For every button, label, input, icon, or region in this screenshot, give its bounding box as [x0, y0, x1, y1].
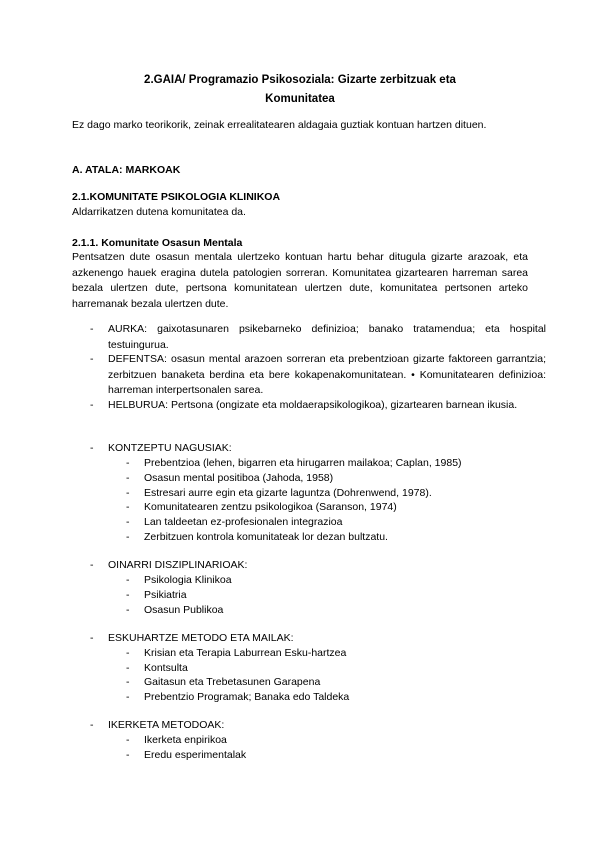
bullet-dash: - — [126, 487, 130, 499]
bullet-dash: - — [126, 647, 130, 659]
list-item-text: Psikologia Klinikoa — [144, 574, 232, 586]
bullet-dash: - — [126, 472, 130, 484]
point-text: HELBURUA: Pertsona (ongizate eta moldaerapsikologikoa), gizartearen barnean ikusia. — [108, 399, 518, 411]
bullet-dash: - — [126, 749, 130, 761]
bullet-dash: - — [126, 662, 130, 674]
list-item-text: Ikerketa enpirikoa — [144, 734, 227, 746]
list-item-text: Eredu esperimentalak — [144, 749, 247, 761]
bullet-dash: - — [126, 734, 130, 746]
bullet-dash: - — [126, 501, 130, 513]
list-item-text: Krisian eta Terapia Laburrean Esku-hartzea — [144, 647, 347, 659]
bullet-dash: - — [90, 323, 94, 335]
list-item-text: Lan taldeetan ez-profesionalen integrazioa — [144, 516, 343, 528]
bullet-dash: - — [126, 457, 130, 469]
bullet-dash: - — [126, 604, 130, 616]
bullet-dash: - — [126, 691, 130, 703]
bullet-dash: - — [90, 399, 94, 411]
list-item-text: Psikiatria — [144, 589, 187, 601]
title-line-2: Komunitatea — [265, 93, 335, 105]
document-title — [72, 71, 528, 109]
section-a-heading: A. ATALA: MARKOAK — [72, 164, 181, 176]
group-label: OINARRI DISZIPLINARIOAK: — [108, 559, 248, 571]
group-label: ESKUHARTZE METODO ETA MAILAK: — [108, 632, 294, 644]
group-label: KONTZEPTU NAGUSIAK: — [108, 442, 232, 454]
list-item-text: Prebentzio Programak; Banaka edo Taldeka — [144, 691, 350, 703]
list-item-text: Komunitatearen zentzu psikologikoa (Saranson, 1974) — [144, 501, 397, 513]
list-item-text: Osasun Publikoa — [144, 604, 224, 616]
list-item-text: Prebentzioa (lehen, bigarren eta hirugarren mailakoa; Caplan, 1985) — [144, 457, 462, 469]
bullet-dash: - — [90, 442, 94, 454]
point-text: AURKA: gaixotasunaren psikebarneko definizioa; banako tratamendua; eta hospital testuingurua. — [108, 323, 546, 351]
bullet-dash: - — [90, 559, 94, 571]
bullet-dash: - — [126, 589, 130, 601]
list-item-text: Osasun mental positiboa (Jahoda, 1958) — [144, 472, 334, 484]
section-2-1-1-heading: 2.1.1. Komunitate Osasun Mentala — [72, 237, 243, 249]
section-2-1-text: Aldarrikatzen dutena komunitatea da. — [72, 206, 246, 218]
section-2-1-1-text: Pentsatzen dute osasun mentala ulertzeko kontuan hartu behar ditugula gizarte arazoak, eta azkenengo hauek eragina dutela patologien sorreran. Komunitatea gizartearen harreman sarea bezala ulertzen dute, pertsona komunitatean ulertzen dute, komunitatea pertsonen arteko harremanak bezala ulertzen dute. — [72, 251, 528, 310]
list-item-text: Gaitasun eta Trebetasunen Garapena — [144, 676, 321, 688]
bullet-dash: - — [90, 632, 94, 644]
section-2-1-heading: 2.1.KOMUNITATE PSIKOLOGIA KLINIKOA — [72, 191, 281, 203]
list-item-text: Zerbitzuen kontrola komunitateak lor dezan bultzatu. — [144, 531, 388, 543]
bullet-dash: - — [126, 574, 130, 586]
group-label: IKERKETA METODOAK: — [108, 719, 225, 731]
intro-paragraph: Ez dago marko teorikorik, zeinak errealitatearen aldagaia guztiak kontuan hartzen dituen. — [72, 119, 487, 131]
bullet-dash: - — [90, 353, 94, 365]
list-item-text: Estresari aurre egin eta gizarte laguntza (Dohrenwend, 1978). — [144, 487, 432, 499]
bullet-dash: - — [126, 531, 130, 543]
title-line-1: 2.GAIA/ Programazio Psikosoziala: Gizarte zerbitzuak eta — [144, 74, 456, 86]
bullet-dash: - — [126, 516, 130, 528]
bullet-dash: - — [126, 676, 130, 688]
point-text: DEFENTSA: osasun mental arazoen sorreran eta prebentzioan gizarte faktoreen garrantzia; zerbitzuen banaketa berdina eta bere kokapenakomunitatean. • Komunitatearen definizioa: harreman interpertsonalen sarea. — [108, 353, 546, 396]
bullet-dash: - — [90, 719, 94, 731]
list-item-text: Kontsulta — [144, 662, 188, 674]
